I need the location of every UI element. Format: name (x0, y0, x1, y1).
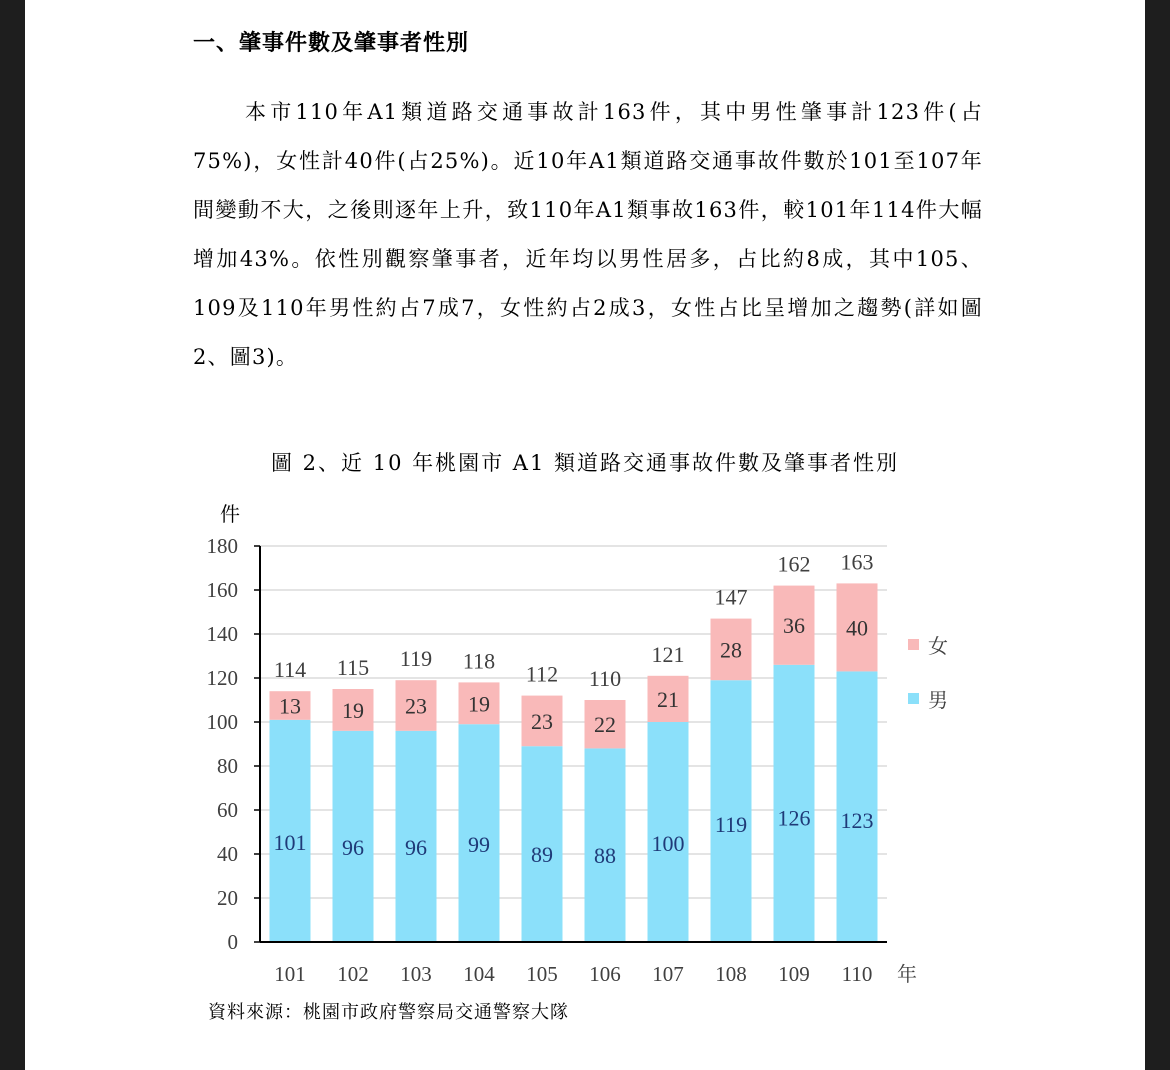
x-tick-label: 106 (589, 962, 621, 986)
female-value-label: 22 (594, 712, 616, 738)
stacked-bar-chart (25, 495, 1145, 995)
total-value-label: 110 (588, 666, 622, 691)
male-value-label: 96 (342, 834, 364, 860)
bar-male (711, 680, 752, 942)
y-tick-label: 40 (217, 842, 238, 866)
male-value-label: 96 (405, 834, 427, 860)
male-value-label: 126 (777, 805, 811, 831)
y-tick-label: 80 (217, 754, 238, 778)
y-tick-label: 140 (206, 622, 238, 646)
total-value-label: 114 (273, 657, 307, 683)
x-tick-label: 105 (526, 962, 558, 986)
female-value-label: 19 (342, 697, 364, 723)
total-value-label: 118 (462, 648, 496, 674)
bar-male (837, 671, 878, 942)
section-title: 一、肇事件數及肇事者性別 (193, 30, 470, 56)
legend-label-male: 男 (928, 690, 948, 712)
document-page (25, 0, 1145, 1070)
female-value-label: 36 (783, 613, 805, 639)
total-value-label: 115 (336, 655, 370, 680)
y-tick-label: 180 (206, 534, 238, 558)
y-tick-label: 60 (217, 798, 238, 822)
bar-male (774, 665, 815, 942)
female-value-label: 19 (468, 691, 490, 717)
total-value-label: 162 (777, 551, 811, 577)
x-axis-label: 年 (897, 964, 917, 986)
male-value-label: 89 (531, 841, 553, 867)
female-value-label: 23 (531, 708, 553, 734)
female-value-label: 13 (279, 693, 301, 719)
male-value-label: 123 (840, 808, 874, 834)
female-value-label: 21 (657, 686, 679, 712)
total-value-label: 112 (525, 661, 559, 687)
female-value-label: 28 (720, 637, 742, 663)
male-value-label: 119 (714, 812, 748, 838)
x-tick-label: 103 (400, 962, 432, 986)
total-value-label: 147 (714, 584, 748, 610)
total-value-label: 163 (840, 549, 874, 575)
legend-label-female: 女 (928, 636, 948, 658)
male-value-label: 101 (273, 830, 307, 856)
x-tick-label: 102 (337, 962, 369, 986)
body-paragraph: 本市110年A1類道路交通事故計163件，其中男性肇事計123件(占75%)，女性計40件(占25%)。近10年A1類道路交通事故件數於101至107年間變動不大，之後則逐年上升，致110年A1類事故163件，較101年114件大幅增加43%。依性別觀察肇事者，近年均以男性居多，占比約8成，其中105、109及110年男性約占7成7，女性約占2成3，女性占比呈增加之趨勢(詳如圖2、圖3)。 (193, 100, 983, 369)
female-value-label: 23 (405, 693, 427, 719)
figure-source: 資料來源：桃園市政府警察局交通警察大隊 (208, 1002, 569, 1023)
y-tick-label: 0 (227, 930, 238, 954)
x-tick-label: 108 (715, 962, 747, 986)
x-tick-label: 110 (841, 962, 873, 986)
figure-title: 圖 2、近 10 年桃園市 A1 類道路交通事故件數及肇事者性別 (271, 451, 899, 475)
y-tick-label: 20 (217, 886, 238, 910)
male-value-label: 99 (468, 831, 490, 857)
x-tick-label: 109 (778, 962, 810, 986)
legend-swatch-female (908, 639, 919, 650)
y-tick-label: 100 (206, 710, 238, 734)
y-axis-label: 件 (220, 504, 240, 526)
legend-swatch-male (908, 693, 919, 704)
y-tick-label: 160 (206, 578, 238, 602)
total-value-label: 119 (399, 646, 433, 672)
x-tick-label: 107 (652, 962, 684, 986)
female-value-label: 40 (846, 615, 868, 641)
male-value-label: 88 (594, 842, 616, 868)
total-value-label: 121 (651, 641, 685, 667)
y-tick-label: 120 (206, 666, 238, 690)
x-tick-label: 101 (274, 962, 306, 986)
x-tick-label: 104 (463, 962, 495, 986)
male-value-label: 100 (651, 831, 685, 856)
